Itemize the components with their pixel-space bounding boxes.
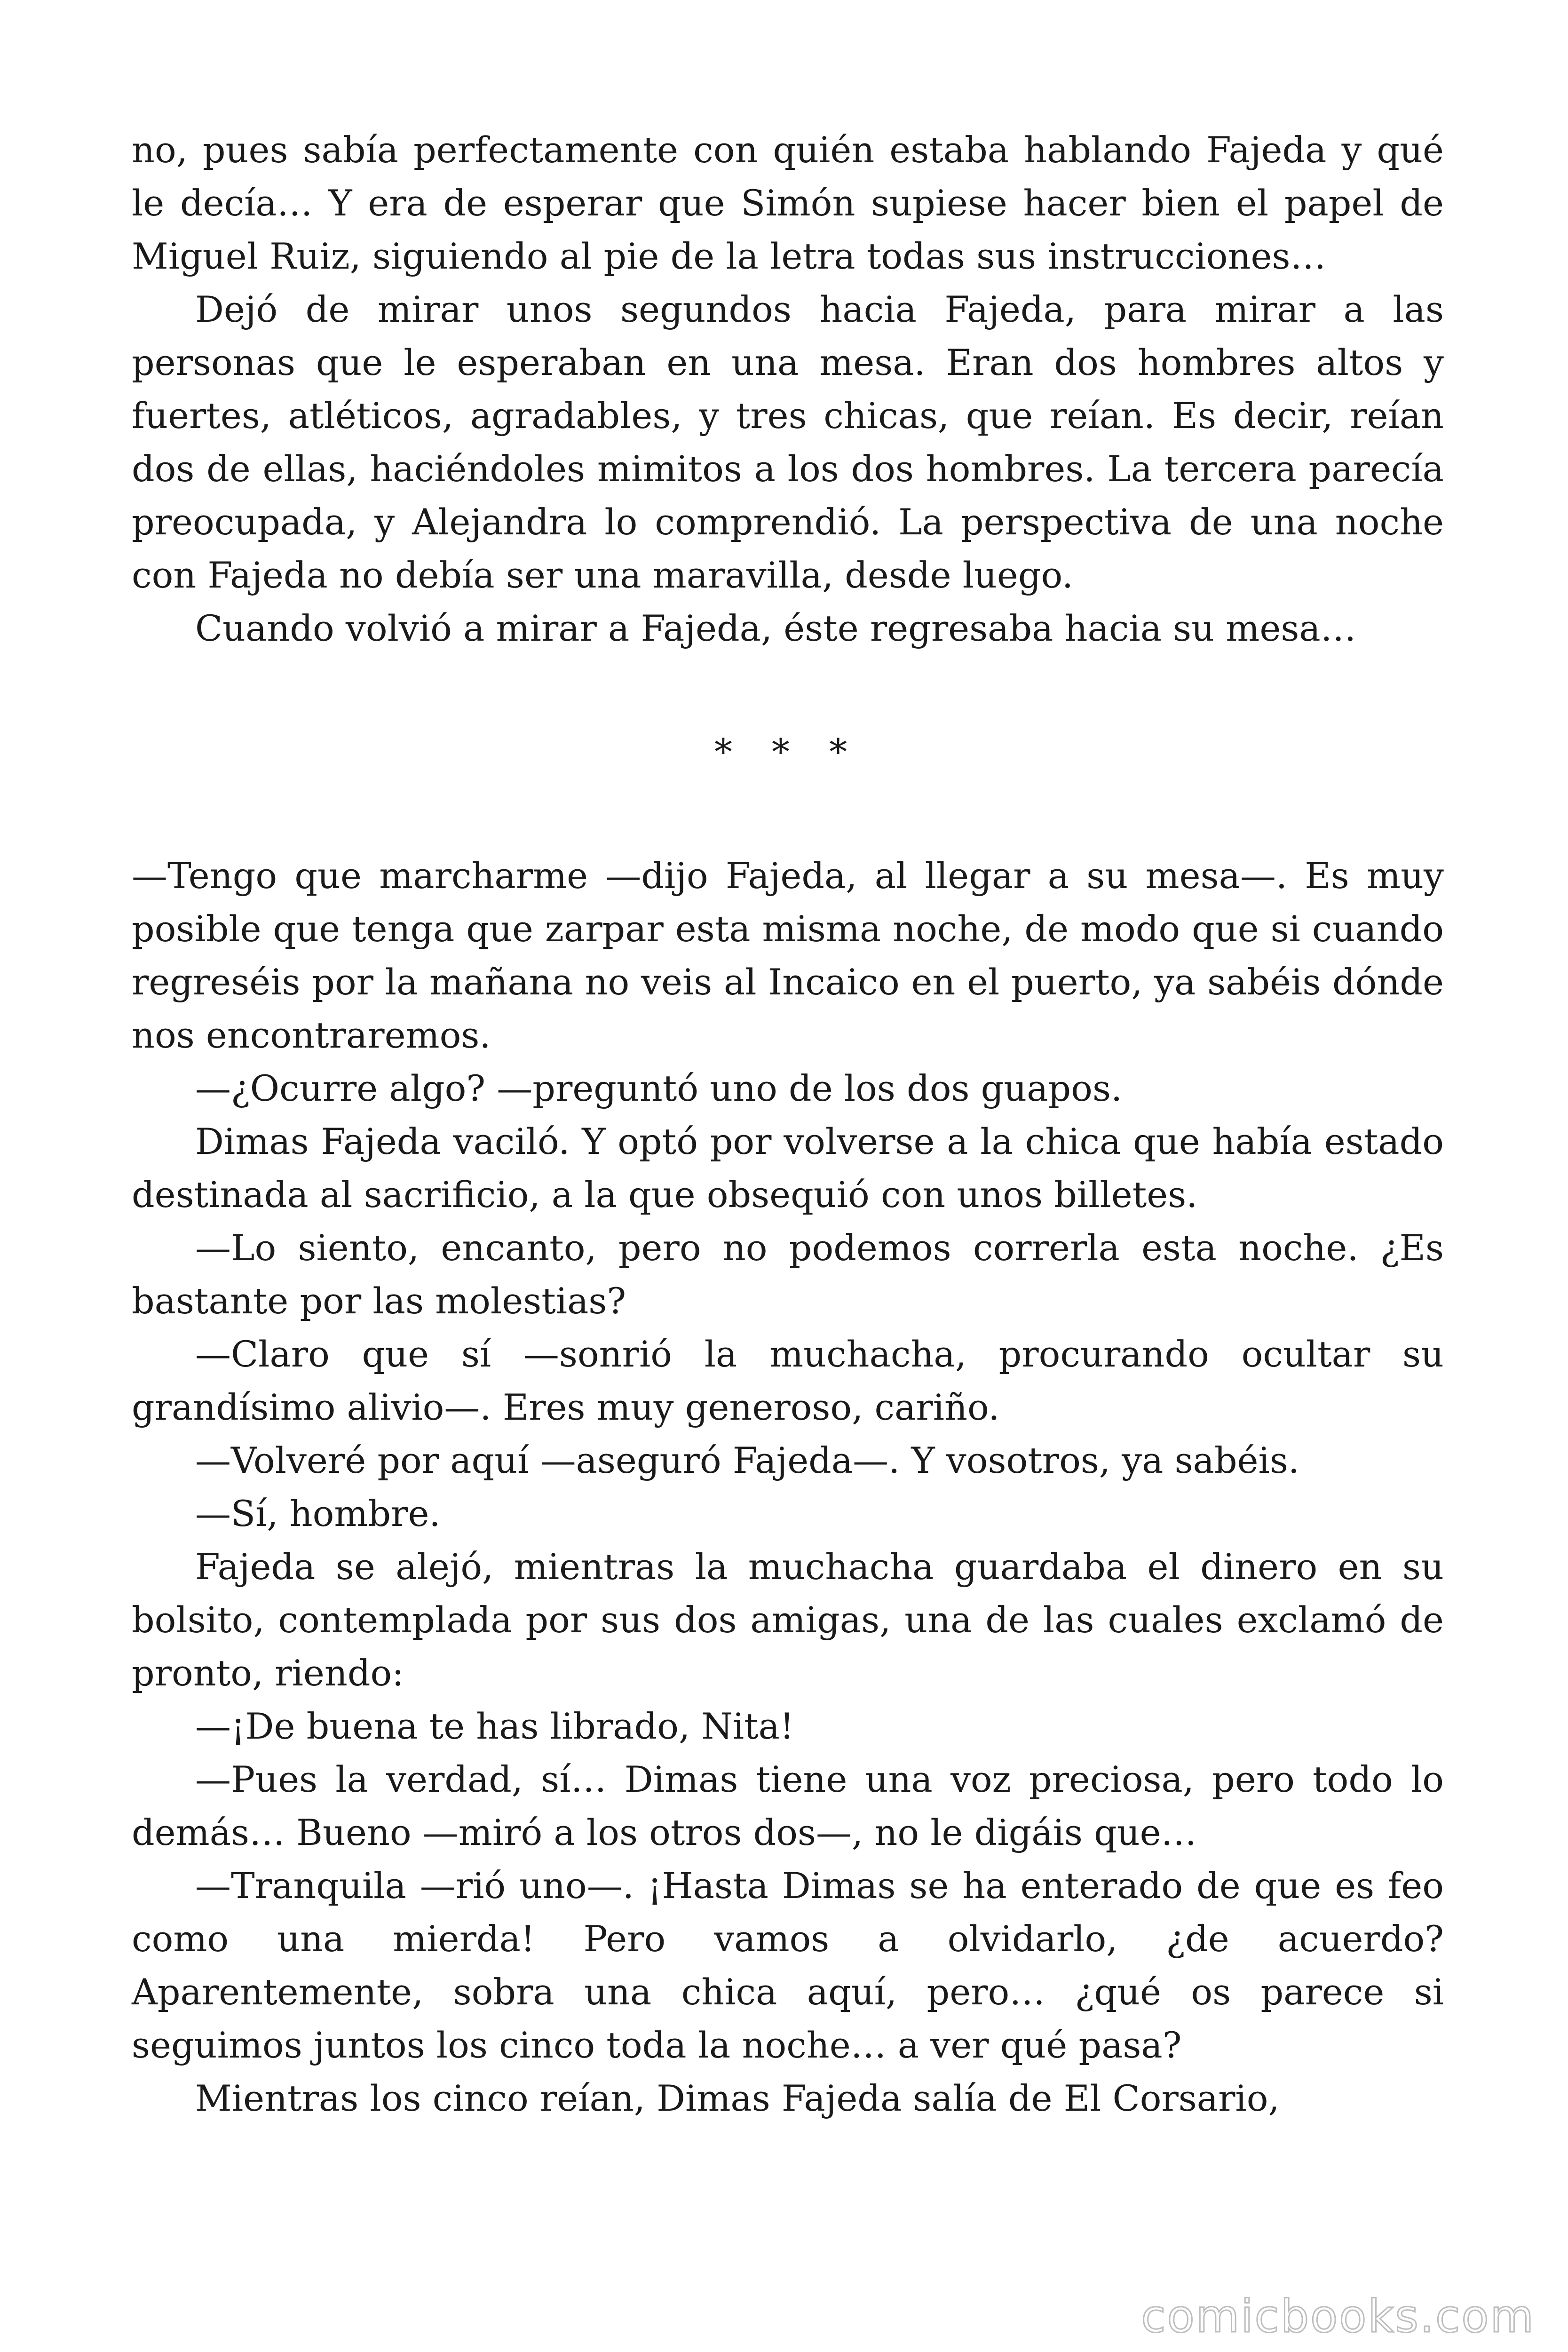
paragraph: —Tengo que marcharme —dijo Fajeda, al llegar a su mesa—. Es muy posible que tenga que zarpar esta misma noche, de modo que si cuando regreséis por la mañana no veis al Incaico en el puerto, ya sabéis dónde nos encontraremos. bbox=[132, 855, 1444, 1056]
paragraph: —Claro que sí —sonrió la muchacha, procurando ocultar su grandísimo alivio—. Eres muy generoso, cariño. bbox=[132, 1333, 1444, 1428]
text-block-after bbox=[132, 849, 1444, 2125]
paragraph: —Pues la verdad, sí… Dimas tiene una voz preciosa, pero todo lo demás… Bueno —miró a los otros dos—, no le digáis que… bbox=[132, 1758, 1444, 1853]
paragraph: no, pues sabía perfectamente con quién estaba hablando Fajeda y qué le decía… Y era de esperar que Simón supiese hacer bien el papel de Miguel Ruiz, siguiendo al pie de la letra todas sus instrucciones… bbox=[132, 129, 1444, 277]
paragraph: —¡De buena te has librado, Nita! bbox=[195, 1705, 794, 1747]
paragraph: —Tranquila —rió uno—. ¡Hasta Dimas se ha enterado de que es feo como una mierda! Pero vamos a olvidarlo, ¿de acuerdo? Aparentemente, sobra una chica aquí, pero… ¿qué os parece si seguimos juntos los cinco toda la noche… a ver qué pasa? bbox=[132, 1865, 1444, 2066]
paragraph: Dimas Fajeda vaciló. Y optó por volverse a la chica que había estado destinada al sacrificio, a la que obsequió con unos billetes. bbox=[132, 1120, 1444, 1216]
text-block-before bbox=[132, 123, 1444, 655]
paragraph: —¿Ocurre algo? —preguntó uno de los dos guapos. bbox=[195, 1067, 1123, 1109]
paragraph: —Volveré por aquí —aseguró Fajeda—. Y vosotros, ya sabéis. bbox=[195, 1439, 1299, 1481]
book-page bbox=[132, 123, 1444, 2125]
watermark: comicbooks.com bbox=[1141, 2291, 1535, 2343]
paragraph: Cuando volvió a mirar a Fajeda, éste regresaba hacia su mesa… bbox=[195, 607, 1356, 649]
paragraph: Dejó de mirar unos segundos hacia Fajeda, para mirar a las personas que le esperaban en una mesa. Eran dos hombres altos y fuertes, atléticos, agradables, y tres chicas, que reían. Es decir, reían dos de ellas, haciéndoles mimitos a los dos hombres. La tercera parecía preocupada, y Alejandra lo comprendió. La perspectiva de una noche con Fajeda no debía ser una maravilla, desde luego. bbox=[132, 288, 1444, 596]
paragraph: Mientras los cinco reían, Dimas Fajeda salía de El Corsario, bbox=[195, 2077, 1280, 2119]
paragraph: —Sí, hombre. bbox=[195, 1493, 441, 1534]
paragraph: —Lo siento, encanto, pero no podemos correrla esta noche. ¿Es bastante por las molestias? bbox=[132, 1227, 1444, 1322]
section-separator: * * * bbox=[714, 731, 862, 773]
paragraph: Fajeda se alejó, mientras la muchacha guardaba el dinero en su bolsito, contemplada por sus dos amigas, una de las cuales exclamó de pronto, riendo: bbox=[132, 1546, 1444, 1694]
